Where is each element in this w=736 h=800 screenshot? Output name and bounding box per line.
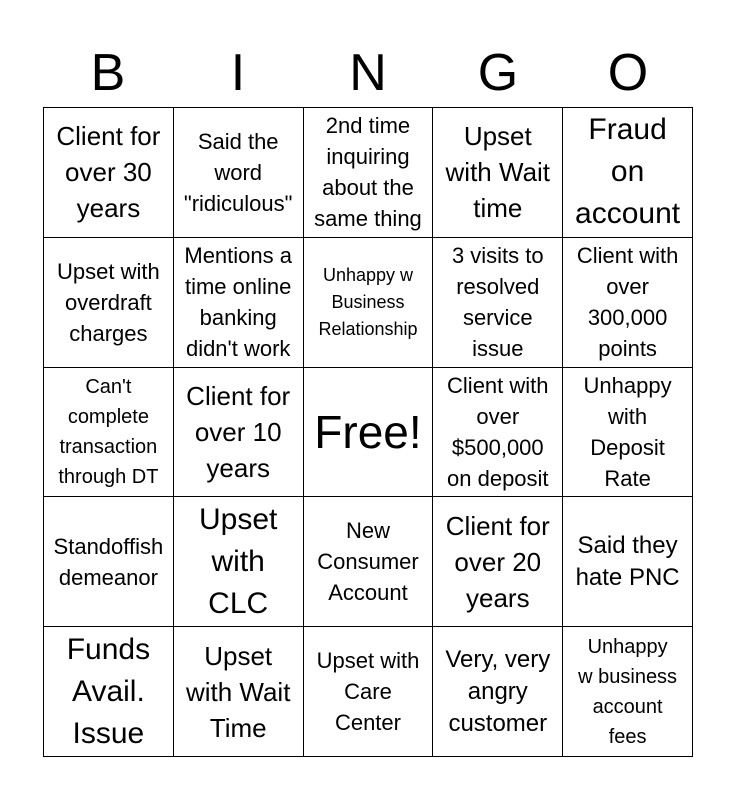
bingo-cell-r2-c4[interactable] [433,238,563,368]
bingo-cell-r5-c4[interactable] [433,627,563,757]
header-letter-g: G [477,44,519,102]
bingo-cell-text: Unhappy w business account fees [578,635,678,748]
bingo-cell-r1-c1[interactable] [44,108,174,238]
bingo-cell-text: Client for over 20 years [445,510,550,613]
bingo-cell-text: Said the word "ridiculous" [183,128,293,216]
bingo-cell-text: Upset with Care Center [316,648,420,736]
bingo-cell-r3-c5[interactable] [563,368,693,498]
bingo-card-grid [43,107,693,757]
bingo-cell-text: Client with over 300,000 points [576,243,679,362]
bingo-cell-text: Standoffish demeanor [53,533,164,590]
header-letter-i: I [230,44,246,102]
header-letter-b: B [90,44,126,102]
bingo-cell-text: Upset with overdraft charges [57,258,160,346]
bingo-cell-r3-c4[interactable] [433,368,563,498]
bingo-cell-text: Client for over 10 years [186,380,291,483]
bingo-cell-r4-c2[interactable] [174,497,304,627]
bingo-cell-r1-c3[interactable] [304,108,434,238]
bingo-cell-r5-c1[interactable] [44,627,174,757]
bingo-cell-r1-c2[interactable] [174,108,304,238]
bingo-cell-r5-c2[interactable] [174,627,304,757]
bingo-cell-r4-c1[interactable] [44,497,174,627]
header-letter-n: N [349,44,387,102]
bingo-cell-r2-c3[interactable] [304,238,434,368]
bingo-cell-r5-c3[interactable] [304,627,434,757]
bingo-cell-text: Client for over 30 years [56,121,161,224]
bingo-cell-text: Said they hate PNC [575,531,680,591]
bingo-cell-text: Client with over $500,000 on deposit [447,372,549,491]
bingo-cell-text: Unhappy w Business Relationship [318,264,418,339]
bingo-cell-text: Very, very angry customer [445,645,551,737]
bingo-cell-text: Upset with Wait time [445,121,551,224]
bingo-cell-text: Funds Avail. Issue [66,632,151,750]
bingo-cell-r3-c1[interactable] [44,368,174,498]
bingo-cell-r1-c5[interactable] [563,108,693,238]
bingo-cell-text: Can't complete transaction through DT [58,375,159,488]
bingo-cell-r4-c4[interactable] [433,497,563,627]
bingo-cell-r1-c4[interactable] [433,108,563,238]
bingo-cell-text: New Consumer Account [317,518,419,606]
bingo-cell-r2-c1[interactable] [44,238,174,368]
bingo-cell-text: Mentions a time online banking didn't work [184,243,292,362]
bingo-cell-text: 3 visits to resolved service issue [451,243,544,362]
bingo-cell-text: 2nd time inquiring about the same thing [314,113,422,232]
bingo-cell-r4-c5[interactable] [563,497,693,627]
bingo-cell-text: Unhappy with Deposit Rate [583,372,672,491]
bingo-cell-r2-c5[interactable] [563,238,693,368]
bingo-cell-r3-c2[interactable] [174,368,304,498]
bingo-cell-text: Free! [314,405,422,458]
bingo-cell-free[interactable] [304,368,434,498]
bingo-cell-r2-c2[interactable] [174,238,304,368]
bingo-header [43,40,693,106]
bingo-cell-text: Fraud on account [575,113,681,231]
header-letter-o: O [607,44,649,102]
bingo-cell-r4-c3[interactable] [304,497,434,627]
bingo-cell-r5-c5[interactable] [563,627,693,757]
bingo-cell-text: Upset with Wait Time [185,640,291,743]
bingo-cell-text: Upset with CLC [199,502,278,620]
